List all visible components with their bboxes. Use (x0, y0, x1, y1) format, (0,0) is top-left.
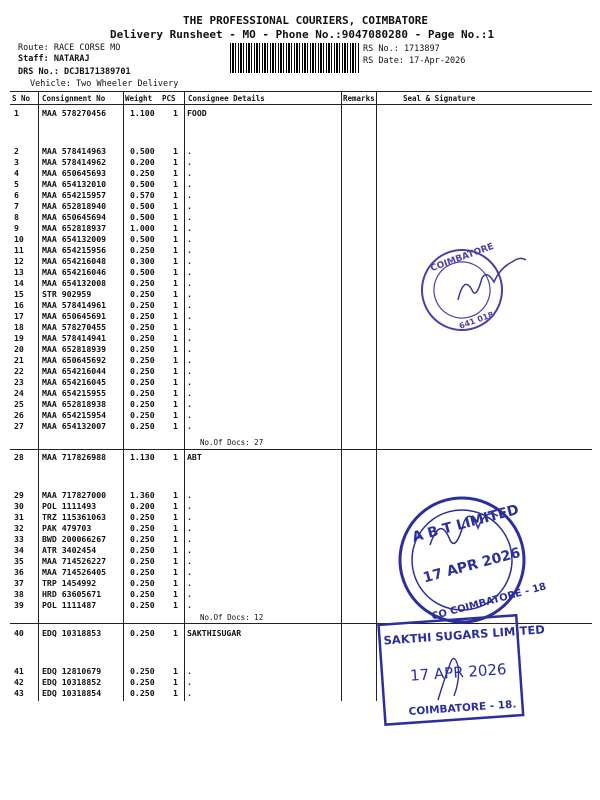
row-sno: 23 (14, 377, 24, 387)
row-consignment-no: MAA 654215956 (42, 245, 107, 255)
row-consignee-details: . (187, 333, 192, 343)
row-consignment-no: EDQ 10318853 (42, 628, 102, 638)
row-consignment-no: MAA 652818940 (42, 201, 107, 211)
row-pcs: 1 (173, 366, 178, 376)
table-top-border (10, 91, 592, 92)
row-consignment-no: MAA 652818937 (42, 223, 107, 233)
row-pcs: 1 (173, 388, 178, 398)
row-sno: 33 (14, 534, 24, 544)
table-row (0, 410, 600, 421)
row-sno: 19 (14, 333, 24, 343)
row-consignment-no: POL 1111493 (42, 501, 97, 511)
row-consignment-no: MAA 717827000 (42, 490, 107, 500)
row-sno: 16 (14, 300, 24, 310)
row-consignment-no: HRD 63605671 (42, 589, 102, 599)
row-pcs: 1 (173, 300, 178, 310)
row-consignee-details: . (187, 146, 192, 156)
table-row (0, 512, 600, 523)
table-row (0, 146, 600, 157)
row-consignment-no: MAA 652818939 (42, 344, 107, 354)
row-consignee-details: . (187, 501, 192, 511)
row-consignment-no: MAA 578414963 (42, 146, 107, 156)
row-consignee-details: . (187, 578, 192, 588)
row-consignment-no: MAA 578414961 (42, 300, 107, 310)
row-consignee-details: . (187, 278, 192, 288)
row-consignee-details: . (187, 245, 192, 255)
table-row (0, 421, 600, 432)
row-weight: 1.360 (130, 490, 155, 500)
row-weight: 0.500 (130, 179, 155, 189)
row-weight: 0.250 (130, 366, 155, 376)
row-sno: 20 (14, 344, 24, 354)
row-consignee-details: . (187, 490, 192, 500)
row-consignee-details: . (187, 289, 192, 299)
row-pcs: 1 (173, 108, 178, 118)
row-consignee-details: . (187, 344, 192, 354)
table-row (0, 688, 600, 699)
row-weight: 0.250 (130, 512, 155, 522)
table-row (0, 344, 600, 355)
row-consignee-details: . (187, 157, 192, 167)
row-pcs: 1 (173, 512, 178, 522)
row-consignee-details: . (187, 366, 192, 376)
table-row (0, 523, 600, 534)
row-sno: 30 (14, 501, 24, 511)
row-consignment-no: MAA 650645693 (42, 168, 107, 178)
row-weight: 0.250 (130, 534, 155, 544)
table-row (0, 666, 600, 677)
company-title: THE PROFESSIONAL COURIERS, COIMBATORE (183, 14, 429, 27)
table-row (0, 289, 600, 300)
row-pcs: 1 (173, 201, 178, 211)
no-of-docs: No.Of Docs: 27 (200, 438, 264, 447)
row-sno: 4 (14, 168, 19, 178)
row-consignee-details: . (187, 190, 192, 200)
row-weight: 0.500 (130, 267, 155, 277)
row-consignment-no: MAA 650645694 (42, 212, 107, 222)
row-weight: 0.250 (130, 556, 155, 566)
route-label: Route: RACE CORSE MO (18, 43, 121, 53)
row-sno: 42 (14, 677, 24, 687)
row-sno: 15 (14, 289, 24, 299)
row-consignee-details: . (187, 267, 192, 277)
row-sno: 2 (14, 146, 19, 156)
table-row (0, 452, 600, 463)
table-row (0, 212, 600, 223)
row-pcs: 1 (173, 556, 178, 566)
row-sno: 3 (14, 157, 19, 167)
row-weight: 0.250 (130, 344, 155, 354)
row-pcs: 1 (173, 289, 178, 299)
table-row (0, 567, 600, 578)
table-row (0, 201, 600, 212)
row-weight: 0.250 (130, 545, 155, 555)
row-weight: 1.100 (130, 108, 155, 118)
row-pcs: 1 (173, 534, 178, 544)
stamp1-pin-text: 641 018 (457, 310, 495, 331)
stamp2-name: A B T LIMITED (410, 501, 521, 546)
row-pcs: 1 (173, 212, 178, 222)
table-row (0, 322, 600, 333)
row-pcs: 1 (173, 256, 178, 266)
row-consignee-details: . (187, 168, 192, 178)
row-sno: 7 (14, 201, 19, 211)
row-consignee-details: . (187, 212, 192, 222)
row-consignment-no: MAA 578414941 (42, 333, 107, 343)
row-consignment-no: TRP 1454992 (42, 578, 97, 588)
row-consignee-details: . (187, 322, 192, 332)
row-sno: 6 (14, 190, 19, 200)
row-weight: 0.250 (130, 688, 155, 698)
row-pcs: 1 (173, 179, 178, 189)
row-weight: 0.250 (130, 289, 155, 299)
row-sno: 39 (14, 600, 24, 610)
row-sno: 31 (14, 512, 24, 522)
row-weight: 1.130 (130, 452, 155, 462)
table-row (0, 628, 600, 639)
drs-label: DRS No.: DCJB171389701 (18, 67, 131, 77)
row-pcs: 1 (173, 628, 178, 638)
row-consignment-no: MAA 654132010 (42, 179, 107, 189)
col-header-weight: Weight (125, 94, 153, 103)
row-pcs: 1 (173, 278, 178, 288)
row-weight: 0.250 (130, 355, 155, 365)
row-sno: 24 (14, 388, 24, 398)
staff-label: Staff: NATARAJ (18, 54, 90, 64)
row-pcs: 1 (173, 666, 178, 676)
header-bottom-border (10, 104, 592, 105)
row-consignment-no: BWD 200066267 (42, 534, 107, 544)
row-consignment-no: MAA 578270456 (42, 108, 107, 118)
row-weight: 0.500 (130, 146, 155, 156)
row-weight: 0.250 (130, 578, 155, 588)
group1-separator (10, 449, 592, 450)
stamp3-city: COIMBATORE - 18. (408, 698, 517, 718)
row-pcs: 1 (173, 311, 178, 321)
row-sno: 9 (14, 223, 19, 233)
row-consignee-details: . (187, 556, 192, 566)
table-row (0, 490, 600, 501)
row-pcs: 1 (173, 168, 178, 178)
row-pcs: 1 (173, 589, 178, 599)
row-pcs: 1 (173, 501, 178, 511)
row-consignment-no: MAA 654132007 (42, 421, 107, 431)
row-consignment-no: MAA 714526227 (42, 556, 107, 566)
row-weight: 0.250 (130, 333, 155, 343)
row-pcs: 1 (173, 234, 178, 244)
row-consignee-details: . (187, 523, 192, 533)
row-sno: 38 (14, 589, 24, 599)
row-sno: 27 (14, 421, 24, 431)
row-sno: 26 (14, 410, 24, 420)
row-consignment-no: MAA 650645692 (42, 355, 107, 365)
row-sno: 14 (14, 278, 24, 288)
row-sno: 22 (14, 366, 24, 376)
row-weight: 0.250 (130, 168, 155, 178)
row-weight: 0.250 (130, 677, 155, 687)
row-sno: 25 (14, 399, 24, 409)
row-consignee-details: . (187, 377, 192, 387)
vehicle-label: Vehicle: Two Wheeler Delivery (30, 79, 179, 89)
table-row (0, 545, 600, 556)
row-sno: 40 (14, 628, 24, 638)
row-weight: 0.250 (130, 300, 155, 310)
row-sno: 28 (14, 452, 24, 462)
row-weight: 0.250 (130, 589, 155, 599)
row-consignee-details: . (187, 567, 192, 577)
row-consignee-details: . (187, 688, 192, 698)
table-row (0, 278, 600, 289)
row-consignment-no: MAA 654215955 (42, 388, 107, 398)
row-weight: 0.250 (130, 410, 155, 420)
row-sno: 43 (14, 688, 24, 698)
table-row (0, 267, 600, 278)
row-consignment-no: MAA 654215954 (42, 410, 107, 420)
stamp2-city: CO COIMBATORE - 18 (430, 581, 548, 623)
row-sno: 29 (14, 490, 24, 500)
row-consignee-details: FOOD (187, 108, 207, 118)
table-row (0, 589, 600, 600)
table-row (0, 300, 600, 311)
row-consignee-details: . (187, 223, 192, 233)
row-consignment-no: MAA 654216046 (42, 267, 107, 277)
row-pcs: 1 (173, 578, 178, 588)
stamp2-date: 17 APR 2026 (421, 544, 523, 587)
row-sno: 17 (14, 311, 24, 321)
stamp3-name: SAKTHI SUGARS LIMITED (383, 622, 546, 648)
row-pcs: 1 (173, 344, 178, 354)
row-consignment-no: ATR 3402454 (42, 545, 97, 555)
table-row (0, 333, 600, 344)
row-sno: 21 (14, 355, 24, 365)
row-consignee-details: . (187, 534, 192, 544)
row-weight: 0.250 (130, 421, 155, 431)
table-row (0, 399, 600, 410)
row-pcs: 1 (173, 688, 178, 698)
row-consignee-details: . (187, 355, 192, 365)
row-consignment-no: MAA 654132009 (42, 234, 107, 244)
row-consignment-no: EDQ 10318854 (42, 688, 102, 698)
row-sno: 32 (14, 523, 24, 533)
row-consignee-details: . (187, 179, 192, 189)
row-weight: 0.250 (130, 666, 155, 676)
row-weight: 0.250 (130, 245, 155, 255)
col-header-pcs: PCS (162, 94, 176, 103)
row-consignee-details: . (187, 545, 192, 555)
table-row (0, 311, 600, 322)
row-consignee-details: . (187, 512, 192, 522)
row-consignment-no: MAA 578270455 (42, 322, 107, 332)
row-pcs: 1 (173, 146, 178, 156)
row-consignment-no: MAA 650645691 (42, 311, 107, 321)
row-weight: 0.300 (130, 256, 155, 266)
runsheet-subtitle: Delivery Runsheet - MO - Phone No.:9047080280 - Page No.:1 (110, 28, 495, 41)
row-pcs: 1 (173, 377, 178, 387)
row-weight: 0.250 (130, 311, 155, 321)
table-row (0, 223, 600, 234)
row-consignment-no: MAA 654216045 (42, 377, 107, 387)
row-consignment-no: MAA 654215957 (42, 190, 107, 200)
row-pcs: 1 (173, 267, 178, 277)
row-weight: 1.000 (130, 223, 155, 233)
stamp1-ring-text: COIMBATORE (429, 241, 496, 275)
row-pcs: 1 (173, 421, 178, 431)
row-sno: 34 (14, 545, 24, 555)
table-row (0, 168, 600, 179)
row-pcs: 1 (173, 399, 178, 409)
row-pcs: 1 (173, 545, 178, 555)
stamp3-date: 17 APR 2026 (409, 660, 508, 685)
row-consignment-no: MAA 654132008 (42, 278, 107, 288)
row-sno: 35 (14, 556, 24, 566)
rs-date: RS Date: 17-Apr-2026 (363, 56, 466, 66)
row-pcs: 1 (173, 410, 178, 420)
row-consignee-details: . (187, 256, 192, 266)
row-weight: 0.250 (130, 600, 155, 610)
table-row (0, 501, 600, 512)
row-sno: 41 (14, 666, 24, 676)
row-consignee-details: . (187, 399, 192, 409)
row-sno: 37 (14, 578, 24, 588)
table-row (0, 179, 600, 190)
row-pcs: 1 (173, 333, 178, 343)
row-consignee-details: . (187, 388, 192, 398)
table-row (0, 578, 600, 589)
row-sno: 13 (14, 267, 24, 277)
table-row (0, 600, 600, 611)
col-header-sno: S No (12, 94, 31, 103)
row-consignment-no: STR 902959 (42, 289, 92, 299)
row-sno: 12 (14, 256, 24, 266)
row-weight: 0.250 (130, 322, 155, 332)
col-header-remarks: Remarks (343, 94, 375, 103)
row-weight: 0.250 (130, 278, 155, 288)
row-sno: 8 (14, 212, 19, 222)
table-row (0, 108, 600, 119)
table-row (0, 556, 600, 567)
row-consignment-no: MAA 654216044 (42, 366, 107, 376)
row-weight: 0.250 (130, 399, 155, 409)
row-weight: 0.500 (130, 201, 155, 211)
rs-number: RS No.: 1713897 (363, 44, 440, 54)
row-consignment-no: TRZ 115361063 (42, 512, 107, 522)
group2-separator (10, 623, 592, 624)
table-row (0, 534, 600, 545)
row-consignee-details: . (187, 300, 192, 310)
row-weight: 0.200 (130, 157, 155, 167)
row-consignee-details: . (187, 421, 192, 431)
row-consignee-details: ABT (187, 452, 202, 462)
table-row (0, 256, 600, 267)
row-pcs: 1 (173, 245, 178, 255)
row-sno: 10 (14, 234, 24, 244)
table-row (0, 388, 600, 399)
col-header-consignee: Consignee Details (188, 94, 265, 103)
row-sno: 18 (14, 322, 24, 332)
table-row (0, 190, 600, 201)
row-weight: 0.250 (130, 523, 155, 533)
table-row (0, 366, 600, 377)
col-header-consignment: Consignment No (42, 94, 106, 103)
row-pcs: 1 (173, 523, 178, 533)
row-weight: 0.570 (130, 190, 155, 200)
row-sno: 5 (14, 179, 19, 189)
table-row (0, 677, 600, 688)
row-consignment-no: MAA 652818938 (42, 399, 107, 409)
row-consignment-no: EDQ 12810679 (42, 666, 102, 676)
row-pcs: 1 (173, 322, 178, 332)
row-weight: 0.250 (130, 388, 155, 398)
barcode (230, 43, 360, 73)
row-consignment-no: MAA 578414962 (42, 157, 107, 167)
row-pcs: 1 (173, 157, 178, 167)
row-consignee-details: . (187, 677, 192, 687)
row-sno: 36 (14, 567, 24, 577)
row-weight: 0.250 (130, 567, 155, 577)
col-header-seal: Seal & Signature (403, 94, 476, 103)
table-row (0, 377, 600, 388)
row-consignee-details: . (187, 410, 192, 420)
row-pcs: 1 (173, 600, 178, 610)
row-consignment-no: MAA 717826988 (42, 452, 107, 462)
row-consignment-no: PAK 479703 (42, 523, 92, 533)
row-consignment-no: POL 1111487 (42, 600, 97, 610)
row-consignee-details: . (187, 600, 192, 610)
row-consignee-details: . (187, 311, 192, 321)
row-weight: 0.500 (130, 234, 155, 244)
row-consignment-no: MAA 714526405 (42, 567, 107, 577)
row-pcs: 1 (173, 452, 178, 462)
row-consignee-details: SAKTHISUGAR (187, 628, 242, 638)
table-row (0, 245, 600, 256)
row-sno: 1 (14, 108, 19, 118)
row-consignee-details: . (187, 666, 192, 676)
table-row (0, 355, 600, 366)
row-pcs: 1 (173, 567, 178, 577)
row-weight: 0.250 (130, 628, 155, 638)
no-of-docs: No.Of Docs: 12 (200, 613, 264, 622)
row-weight: 0.500 (130, 212, 155, 222)
row-pcs: 1 (173, 677, 178, 687)
table-row (0, 234, 600, 245)
row-consignee-details: . (187, 589, 192, 599)
row-consignee-details: . (187, 234, 192, 244)
row-weight: 0.250 (130, 377, 155, 387)
row-weight: 0.200 (130, 501, 155, 511)
row-pcs: 1 (173, 223, 178, 233)
row-consignment-no: EDQ 10318852 (42, 677, 102, 687)
row-pcs: 1 (173, 190, 178, 200)
row-consignment-no: MAA 654216048 (42, 256, 107, 266)
row-sno: 11 (14, 245, 24, 255)
table-row (0, 157, 600, 168)
row-consignee-details: . (187, 201, 192, 211)
row-pcs: 1 (173, 355, 178, 365)
row-pcs: 1 (173, 490, 178, 500)
